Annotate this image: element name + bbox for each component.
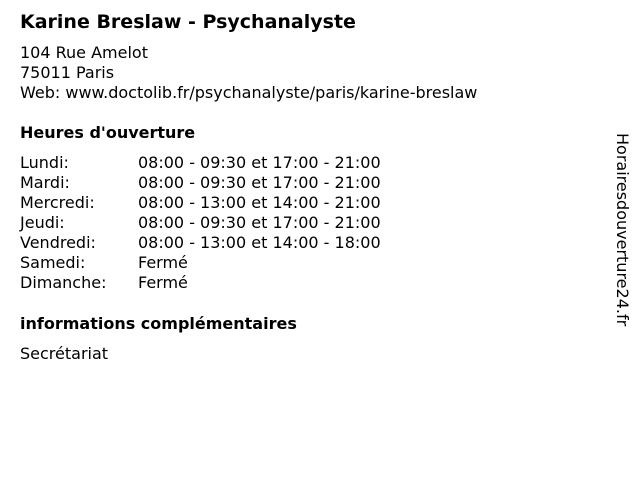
day-hours: 08:00 - 09:30 et 17:00 - 21:00	[138, 173, 381, 192]
site-watermark: Horairesdouverture24.fr	[613, 133, 632, 327]
day-label: Lundi:	[20, 153, 69, 172]
additional-info-text: Secrétariat	[20, 344, 109, 363]
address-block	[20, 43, 477, 103]
address-street: 104 Rue Amelot	[20, 43, 148, 62]
address-web: Web: www.doctolib.fr/psychanalyste/paris/karine-breslaw	[20, 83, 478, 102]
hours-row-samedi	[20, 253, 381, 273]
hours-row-vendredi	[20, 233, 381, 253]
day-hours: 08:00 - 13:00 et 14:00 - 18:00	[138, 233, 381, 252]
hours-row-mercredi	[20, 193, 381, 213]
day-label: Jeudi:	[20, 213, 65, 232]
day-label: Dimanche:	[20, 273, 107, 292]
hours-row-lundi	[20, 153, 381, 173]
address-city: 75011 Paris	[20, 63, 115, 82]
day-hours: 08:00 - 09:30 et 17:00 - 21:00	[138, 213, 381, 232]
hours-row-mardi	[20, 173, 381, 193]
day-label: Mardi:	[20, 173, 70, 192]
day-hours: 08:00 - 09:30 et 17:00 - 21:00	[138, 153, 381, 172]
day-hours: Fermé	[138, 273, 188, 292]
day-hours: Fermé	[138, 253, 188, 272]
hours-row-dimanche	[20, 273, 381, 293]
opening-hours-heading: Heures d'ouverture	[20, 123, 196, 142]
hours-row-jeudi	[20, 213, 381, 233]
day-label: Mercredi:	[20, 193, 95, 212]
day-label: Samedi:	[20, 253, 86, 272]
opening-hours-list	[20, 153, 381, 293]
page-title: Karine Breslaw - Psychanalyste	[20, 11, 356, 33]
additional-info-heading: informations complémentaires	[20, 314, 297, 333]
day-label: Vendredi:	[20, 233, 96, 252]
day-hours: 08:00 - 13:00 et 14:00 - 21:00	[138, 193, 381, 212]
